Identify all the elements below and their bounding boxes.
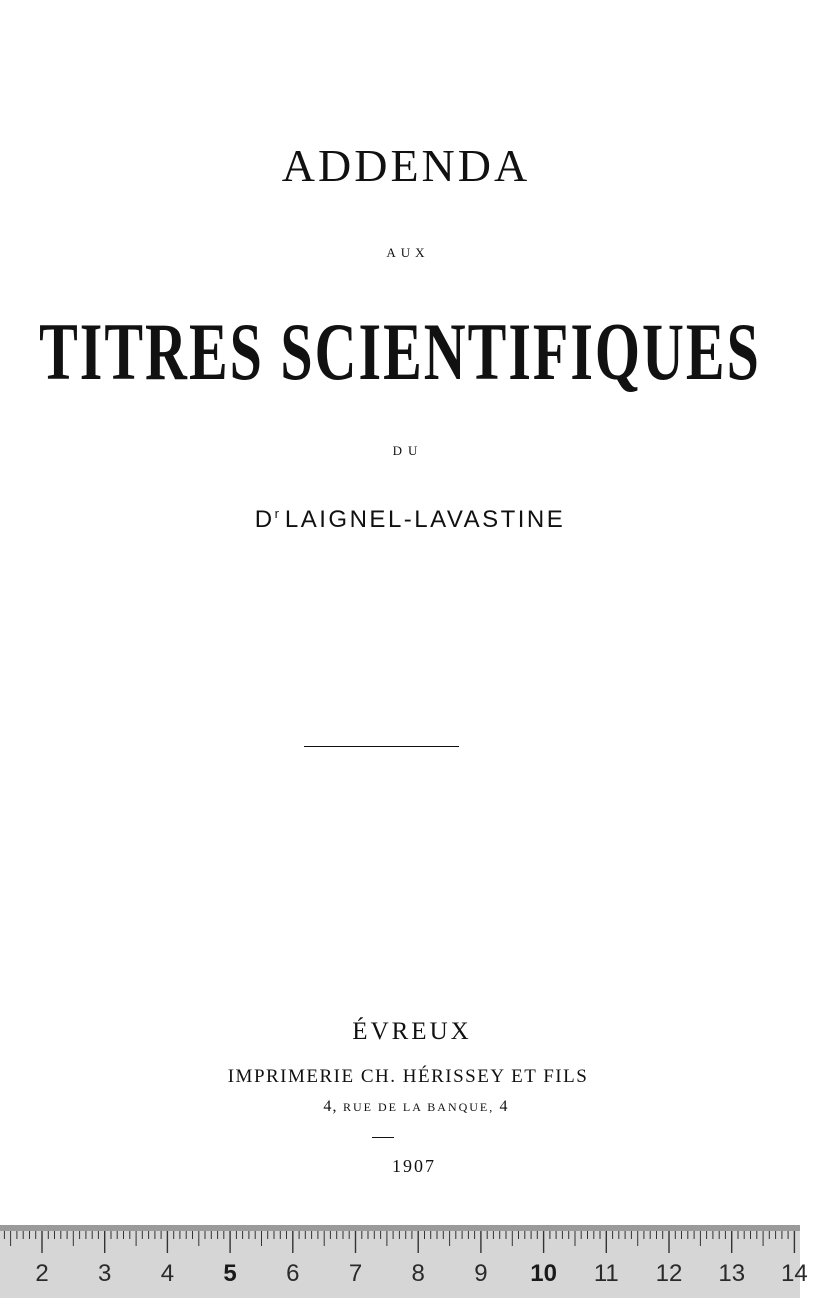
ruler-label: 13	[718, 1260, 746, 1287]
ruler-label: 8	[411, 1260, 425, 1287]
ruler-label: 9	[474, 1260, 488, 1287]
connector-aux: AUX	[386, 245, 430, 260]
ruler-label: 2	[35, 1260, 49, 1287]
imprint-year: 1907	[392, 1156, 436, 1176]
main-title: TITRES SCIENTIFIQUES	[39, 306, 761, 398]
ruler-edge	[0, 1225, 800, 1231]
address-number-end: 4	[499, 1098, 509, 1115]
preposition-du: DU	[392, 443, 424, 458]
heading-addenda: ADDENDA	[281, 140, 531, 191]
ruler-label: 10	[530, 1260, 557, 1287]
address-number-start: 4,	[323, 1098, 338, 1115]
imprint-printer: IMPRIMERIE CH. HÉRISSEY ET FILS	[227, 1066, 589, 1087]
ruler-label: 4	[160, 1260, 175, 1287]
ruler-label: 12	[655, 1260, 683, 1287]
imprint-address	[0, 1098, 816, 1116]
ruler-label: 6	[286, 1260, 300, 1287]
measuring-ruler	[0, 1225, 808, 1298]
ruler-label: 3	[98, 1260, 112, 1287]
ruler-label: 14	[781, 1260, 808, 1287]
author-title-sup: r	[274, 506, 279, 521]
ruler-label: 11	[593, 1260, 619, 1287]
separator-rule	[304, 746, 459, 747]
small-rule	[372, 1137, 394, 1138]
author-line	[0, 506, 810, 534]
ruler-graphic	[0, 1225, 808, 1298]
author-name: LAIGNEL-LAVASTINE	[284, 506, 566, 533]
ruler-label: 7	[348, 1260, 363, 1287]
ruler-label: 5	[223, 1260, 237, 1287]
imprint-city: ÉVREUX	[352, 1018, 472, 1045]
address-street: RUE DE LA BANQUE,	[342, 1100, 495, 1114]
author-title: D	[254, 506, 275, 533]
